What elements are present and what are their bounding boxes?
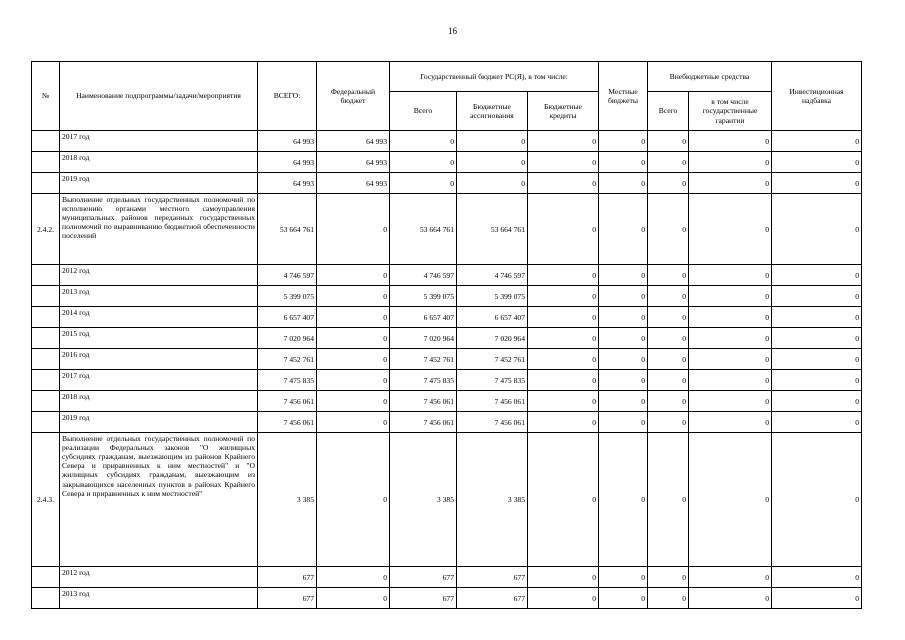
cell-state-all: 7 452 761 [390, 349, 457, 370]
cell-state-credit: 0 [528, 173, 599, 194]
cell-state-all: 0 [390, 152, 457, 173]
cell-extra-all: 0 [648, 194, 689, 265]
cell-state-credit: 0 [528, 412, 599, 433]
cell-total: 677 [258, 567, 317, 588]
cell-extra-guarantee: 0 [689, 349, 772, 370]
cell-invest: 0 [772, 588, 862, 609]
header-invest: Инвестиционная надбавка [772, 62, 862, 131]
row-num [32, 391, 60, 412]
row-name: 2017 год [60, 131, 258, 152]
header-extra-guarantee: в том числе государственные гарантии [689, 92, 772, 131]
cell-local: 0 [599, 370, 648, 391]
cell-federal: 0 [317, 328, 390, 349]
cell-extra-guarantee: 0 [689, 567, 772, 588]
cell-federal: 0 [317, 412, 390, 433]
cell-total: 4 746 597 [258, 265, 317, 286]
cell-invest: 0 [772, 286, 862, 307]
table-row [32, 194, 862, 265]
cell-local: 0 [599, 265, 648, 286]
row-name: 2019 год [60, 173, 258, 194]
page-number: 16 [448, 26, 457, 36]
cell-extra-guarantee: 0 [689, 194, 772, 265]
row-name: 2018 год [60, 152, 258, 173]
cell-invest: 0 [772, 349, 862, 370]
cell-state-assign: 0 [457, 173, 528, 194]
header-state-credit: Бюджетные кредиты [528, 92, 599, 131]
cell-extra-guarantee: 0 [689, 131, 772, 152]
cell-federal: 64 993 [317, 173, 390, 194]
header-name: Наименование подпрограммы/задачи/мероприятия [60, 62, 258, 131]
cell-state-credit: 0 [528, 307, 599, 328]
cell-total: 7 456 061 [258, 391, 317, 412]
cell-state-assign: 677 [457, 588, 528, 609]
cell-extra-all: 0 [648, 328, 689, 349]
cell-state-assign: 677 [457, 567, 528, 588]
cell-extra-all: 0 [648, 173, 689, 194]
cell-federal: 0 [317, 307, 390, 328]
cell-state-all: 677 [390, 567, 457, 588]
table-row [32, 328, 862, 349]
cell-state-all: 7 020 964 [390, 328, 457, 349]
cell-invest: 0 [772, 131, 862, 152]
cell-extra-all: 0 [648, 433, 689, 567]
cell-invest: 0 [772, 152, 862, 173]
cell-state-credit: 0 [528, 349, 599, 370]
row-name: 2012 год [60, 265, 258, 286]
cell-extra-guarantee: 0 [689, 370, 772, 391]
row-num: 2.4.2. [32, 194, 60, 265]
cell-state-credit: 0 [528, 286, 599, 307]
cell-local: 0 [599, 328, 648, 349]
header-total: ВСЕГО: [258, 62, 317, 131]
cell-extra-all: 0 [648, 152, 689, 173]
cell-state-assign: 5 399 075 [457, 286, 528, 307]
row-name: 2014 год [60, 307, 258, 328]
cell-extra-guarantee: 0 [689, 588, 772, 609]
cell-state-assign: 0 [457, 152, 528, 173]
table-row [32, 567, 862, 588]
row-name-text: Выполнение отдельных государственных полномочий по реализации Федеральных законов "О жилищных субсидиях гражданам, выезжающим из районов Крайнего Севера и приравненных к ним местностей" и "О жилищных субсидиях гражданам, выезжающим из закрывающихся населенных пунктов в районах Крайнего Севера и приравненных к ним местностей" [62, 434, 255, 498]
table-row [32, 433, 862, 567]
header-state-all: Всего [390, 92, 457, 131]
header-local: Местные бюджеты [599, 62, 648, 131]
cell-state-all: 7 456 061 [390, 412, 457, 433]
row-name: 2013 год [60, 588, 258, 609]
cell-total: 7 020 964 [258, 328, 317, 349]
table-row [32, 152, 862, 173]
cell-local: 0 [599, 173, 648, 194]
table-row [32, 265, 862, 286]
row-name: 2015 год [60, 328, 258, 349]
cell-invest: 0 [772, 173, 862, 194]
cell-state-assign: 7 456 061 [457, 412, 528, 433]
cell-extra-all: 0 [648, 307, 689, 328]
cell-invest: 0 [772, 391, 862, 412]
cell-federal: 0 [317, 433, 390, 567]
cell-federal: 64 993 [317, 131, 390, 152]
cell-local: 0 [599, 286, 648, 307]
row-name: 2018 год [60, 391, 258, 412]
cell-invest: 0 [772, 412, 862, 433]
cell-state-all: 53 664 761 [390, 194, 457, 265]
cell-state-credit: 0 [528, 391, 599, 412]
cell-extra-guarantee: 0 [689, 307, 772, 328]
cell-total: 64 993 [258, 173, 317, 194]
cell-state-assign: 0 [457, 131, 528, 152]
cell-state-all: 677 [390, 588, 457, 609]
cell-federal: 0 [317, 286, 390, 307]
row-name [60, 194, 258, 265]
cell-extra-guarantee: 0 [689, 391, 772, 412]
cell-local: 0 [599, 433, 648, 567]
table-row [32, 286, 862, 307]
header-state-budget: Государственный бюджет РС(Я), в том числе: [390, 62, 599, 92]
table-row [32, 349, 862, 370]
cell-state-credit: 0 [528, 433, 599, 567]
cell-total: 5 399 075 [258, 286, 317, 307]
cell-local: 0 [599, 349, 648, 370]
header-extra: Внебюджетные средства [648, 62, 772, 92]
table-row [32, 370, 862, 391]
cell-state-all: 6 657 407 [390, 307, 457, 328]
cell-invest: 0 [772, 194, 862, 265]
cell-total: 3 385 [258, 433, 317, 567]
cell-local: 0 [599, 412, 648, 433]
row-num: 2.4.3. [32, 433, 60, 567]
cell-invest: 0 [772, 370, 862, 391]
cell-state-credit: 0 [528, 131, 599, 152]
cell-extra-all: 0 [648, 412, 689, 433]
cell-total: 53 664 761 [258, 194, 317, 265]
table-body [32, 131, 862, 609]
cell-extra-guarantee: 0 [689, 412, 772, 433]
cell-state-all: 4 746 597 [390, 265, 457, 286]
cell-state-all: 0 [390, 173, 457, 194]
cell-extra-all: 0 [648, 349, 689, 370]
cell-state-credit: 0 [528, 265, 599, 286]
row-num [32, 152, 60, 173]
cell-federal: 0 [317, 349, 390, 370]
cell-state-all: 0 [390, 131, 457, 152]
cell-total: 7 456 061 [258, 412, 317, 433]
cell-state-assign: 7 456 061 [457, 391, 528, 412]
cell-invest: 0 [772, 567, 862, 588]
cell-total: 7 452 761 [258, 349, 317, 370]
cell-state-assign: 53 664 761 [457, 194, 528, 265]
cell-state-all: 5 399 075 [390, 286, 457, 307]
cell-extra-guarantee: 0 [689, 286, 772, 307]
table-row [32, 173, 862, 194]
row-num [32, 286, 60, 307]
cell-local: 0 [599, 391, 648, 412]
cell-local: 0 [599, 588, 648, 609]
cell-extra-guarantee: 0 [689, 152, 772, 173]
cell-state-all: 7 475 835 [390, 370, 457, 391]
row-name-text: Выполнение отдельных государственных полномочий по исполнению органами местного самоуправления муниципальных районов переданных государственных полномочий по выравниванию бюджетной обеспеченности поселений [62, 195, 255, 241]
cell-federal: 0 [317, 567, 390, 588]
table-row [32, 307, 862, 328]
cell-state-assign: 3 385 [457, 433, 528, 567]
cell-federal: 64 993 [317, 152, 390, 173]
row-num [32, 349, 60, 370]
cell-invest: 0 [772, 307, 862, 328]
budget-table [31, 61, 862, 609]
cell-state-assign: 7 452 761 [457, 349, 528, 370]
cell-invest: 0 [772, 265, 862, 286]
table-row [32, 412, 862, 433]
cell-total: 64 993 [258, 152, 317, 173]
cell-extra-all: 0 [648, 391, 689, 412]
cell-extra-guarantee: 0 [689, 433, 772, 567]
cell-state-assign: 6 657 407 [457, 307, 528, 328]
header-num: № [32, 62, 60, 131]
cell-extra-all: 0 [648, 131, 689, 152]
cell-total: 64 993 [258, 131, 317, 152]
table-row [32, 391, 862, 412]
header-extra-all: Всего [648, 92, 689, 131]
cell-local: 0 [599, 194, 648, 265]
row-num [32, 567, 60, 588]
cell-extra-guarantee: 0 [689, 173, 772, 194]
cell-state-assign: 4 746 597 [457, 265, 528, 286]
cell-extra-all: 0 [648, 286, 689, 307]
row-num [32, 412, 60, 433]
cell-extra-guarantee: 0 [689, 265, 772, 286]
cell-federal: 0 [317, 194, 390, 265]
cell-invest: 0 [772, 433, 862, 567]
row-name: 2016 год [60, 349, 258, 370]
cell-extra-guarantee: 0 [689, 328, 772, 349]
cell-state-credit: 0 [528, 567, 599, 588]
cell-state-all: 3 385 [390, 433, 457, 567]
cell-extra-all: 0 [648, 370, 689, 391]
row-name: 2019 год [60, 412, 258, 433]
cell-state-assign: 7 475 835 [457, 370, 528, 391]
cell-total: 7 475 835 [258, 370, 317, 391]
cell-local: 0 [599, 567, 648, 588]
row-num [32, 173, 60, 194]
cell-state-credit: 0 [528, 588, 599, 609]
table-row [32, 131, 862, 152]
cell-state-all: 7 456 061 [390, 391, 457, 412]
row-num [32, 588, 60, 609]
cell-state-credit: 0 [528, 370, 599, 391]
cell-state-credit: 0 [528, 194, 599, 265]
cell-state-credit: 0 [528, 328, 599, 349]
row-name [60, 433, 258, 567]
row-name: 2017 год [60, 370, 258, 391]
cell-extra-all: 0 [648, 265, 689, 286]
cell-extra-all: 0 [648, 588, 689, 609]
row-name: 2012 год [60, 567, 258, 588]
cell-state-credit: 0 [528, 152, 599, 173]
cell-total: 677 [258, 588, 317, 609]
cell-state-assign: 7 020 964 [457, 328, 528, 349]
cell-total: 6 657 407 [258, 307, 317, 328]
cell-federal: 0 [317, 391, 390, 412]
cell-invest: 0 [772, 328, 862, 349]
row-num [32, 265, 60, 286]
cell-local: 0 [599, 131, 648, 152]
cell-federal: 0 [317, 265, 390, 286]
row-num [32, 328, 60, 349]
cell-extra-all: 0 [648, 567, 689, 588]
cell-local: 0 [599, 152, 648, 173]
row-num [32, 370, 60, 391]
header-federal: Федеральный бюджет [317, 62, 390, 131]
cell-federal: 0 [317, 588, 390, 609]
table-row [32, 588, 862, 609]
row-num [32, 131, 60, 152]
header-state-assign: Бюджетные ассигнования [457, 92, 528, 131]
cell-federal: 0 [317, 370, 390, 391]
cell-local: 0 [599, 307, 648, 328]
table-header [32, 62, 862, 131]
row-name: 2013 год [60, 286, 258, 307]
row-num [32, 307, 60, 328]
